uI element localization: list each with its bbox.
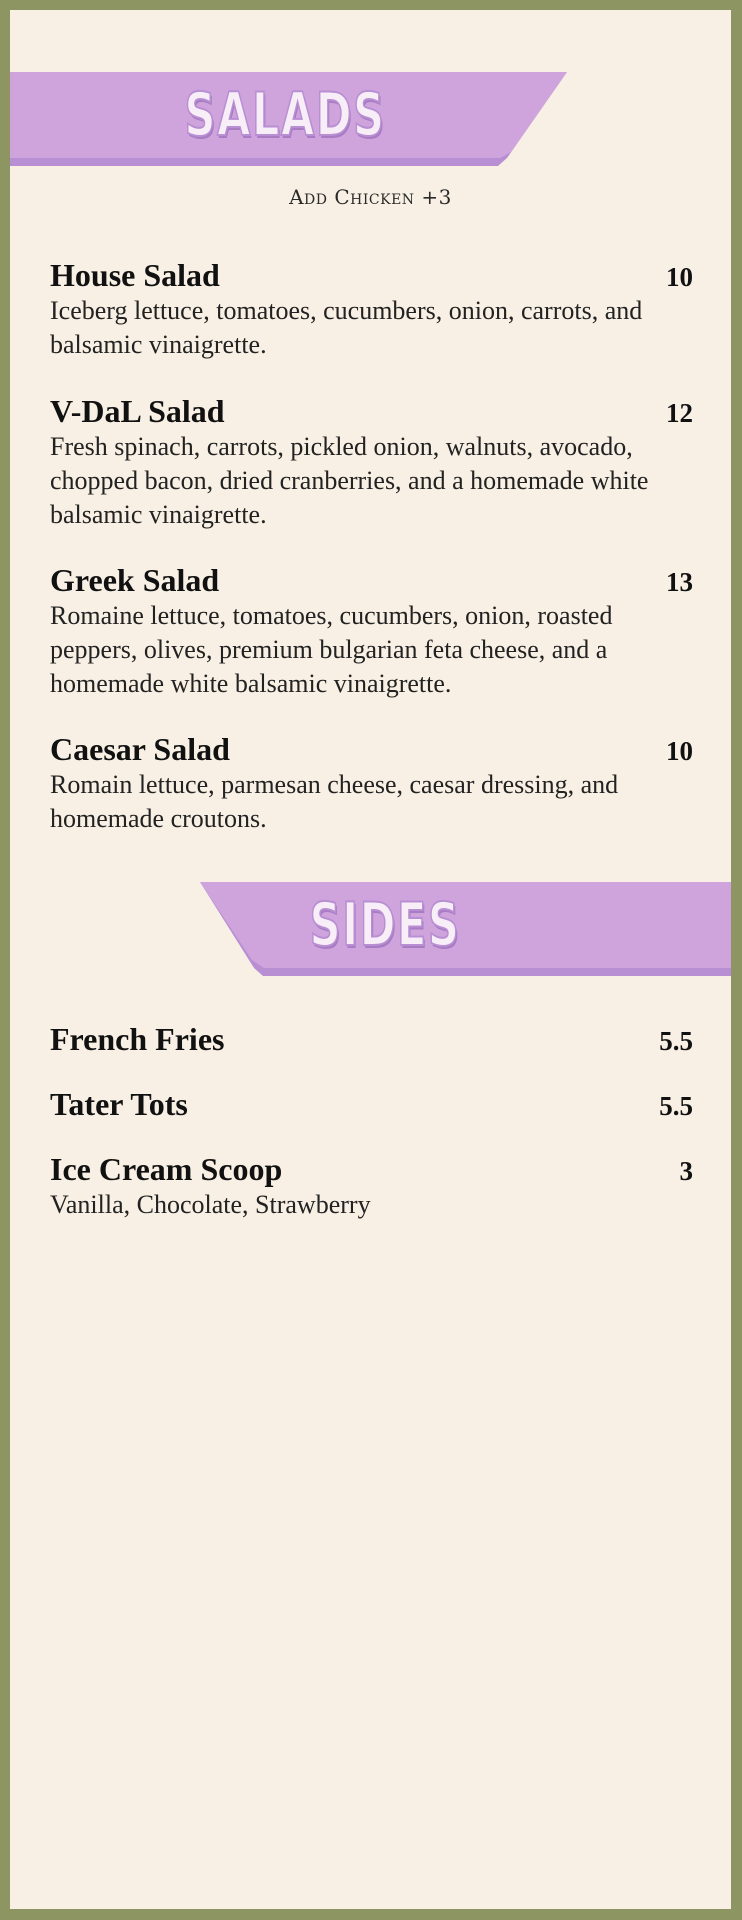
menu-item-ice-cream-scoop [50, 1150, 693, 1222]
item-name: Ice Cream Scoop [50, 1151, 283, 1187]
item-description: Vanilla, Chocolate, Strawberry [50, 1190, 371, 1219]
item-name: V-DaL Salad [50, 393, 225, 429]
menu-item-caesar-salad [50, 730, 693, 836]
item-price: 5.5 [659, 1091, 693, 1121]
salads-banner [10, 72, 570, 166]
menu-item-house-salad [50, 256, 693, 362]
item-description: Fresh spinach, carrots, pickled onion, walnuts, avocado, chopped bacon, dried cranberries, and a homemade white balsamic vinaigrette. [50, 432, 649, 529]
item-name: French Fries [50, 1021, 225, 1057]
menu-item-tater-tots [50, 1085, 693, 1123]
item-price: 13 [666, 567, 693, 597]
sides-heading: SIDES [309, 890, 461, 960]
salads-heading: SALADS [184, 80, 386, 150]
item-price: 10 [666, 736, 693, 766]
item-price: 5.5 [659, 1026, 693, 1056]
menu-item-greek-salad [50, 561, 693, 701]
item-description: Romaine lettuce, tomatoes, cucumbers, onion, roasted peppers, olives, premium bulgarian feta cheese, and a homemade white balsamic vinaigrette. [50, 601, 613, 698]
sides-banner [200, 882, 731, 976]
item-description: Iceberg lettuce, tomatoes, cucumbers, onion, carrots, and balsamic vinaigrette. [50, 296, 643, 359]
menu-page [10, 10, 731, 1909]
item-description: Romain lettuce, parmesan cheese, caesar dressing, and homemade croutons. [50, 770, 619, 833]
menu-item-vdal-salad [50, 392, 693, 532]
add-chicken-note: Add Chicken +3 [289, 185, 452, 209]
item-name: Tater Tots [50, 1086, 188, 1122]
item-price: 10 [666, 262, 693, 292]
item-price: 12 [666, 398, 693, 428]
item-name: Caesar Salad [50, 731, 230, 767]
item-price: 3 [679, 1156, 693, 1186]
menu-item-french-fries [50, 1020, 693, 1058]
item-name: House Salad [50, 257, 220, 293]
item-name: Greek Salad [50, 562, 220, 598]
